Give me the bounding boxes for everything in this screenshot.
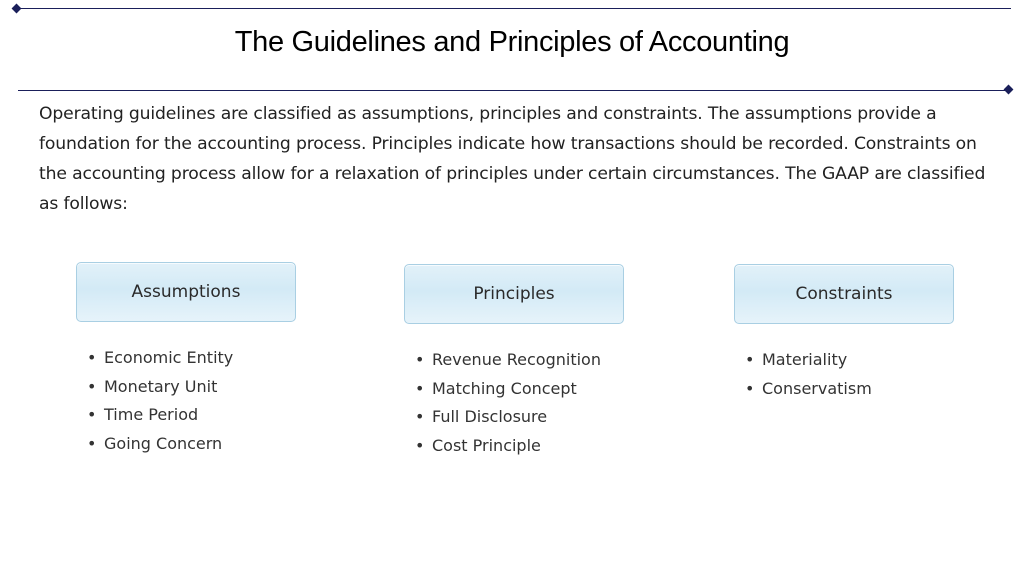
list-item-label: Going Concern — [104, 434, 223, 454]
principles-list — [404, 346, 626, 461]
list-item — [734, 346, 956, 375]
list-item-label: Materiality — [762, 350, 848, 369]
assumptions-column — [76, 262, 298, 459]
top-diamond-ornament — [12, 4, 22, 14]
principles-column — [404, 264, 626, 461]
bullet-icon: • — [87, 348, 97, 367]
list-item-label: Matching Concept — [432, 378, 577, 398]
list-item — [76, 401, 298, 430]
bullet-icon: • — [87, 376, 97, 396]
bullet-icon: • — [87, 434, 97, 454]
list-item — [404, 375, 626, 404]
constraints-box: Constraints — [734, 264, 954, 324]
bullet-icon: • — [415, 407, 425, 427]
list-item — [404, 432, 626, 461]
list-item-label: Cost Principle — [432, 436, 541, 456]
list-item-label: Full Disclosure — [432, 407, 548, 427]
assumptions-list — [76, 344, 298, 459]
constraints-column — [734, 264, 956, 403]
list-item-label: Monetary Unit — [104, 376, 218, 396]
bullet-icon: • — [87, 405, 97, 425]
principles-box: Principles — [404, 264, 624, 324]
bullet-icon: • — [415, 436, 425, 456]
list-item — [734, 375, 956, 404]
constraints-list — [734, 346, 956, 403]
list-item — [404, 346, 626, 375]
title-underline-rule — [18, 90, 1009, 91]
list-item-label: Revenue Recognition — [432, 350, 601, 369]
slide-title: The Guidelines and Principles of Accounting — [234, 26, 790, 58]
bullet-icon: • — [415, 378, 425, 398]
list-item — [76, 430, 298, 459]
list-item — [76, 373, 298, 402]
list-item — [76, 344, 298, 373]
list-item-label: Conservatism — [762, 378, 872, 398]
list-item-label: Economic Entity — [104, 348, 234, 367]
bottom-diamond-ornament — [1004, 85, 1014, 95]
bullet-icon: • — [745, 350, 755, 369]
bullet-icon: • — [745, 378, 755, 398]
top-rule — [16, 8, 1011, 9]
assumptions-box: Assumptions — [76, 262, 296, 322]
list-item — [404, 403, 626, 432]
intro-paragraph: Operating guidelines are classified as assumptions, principles and constraints. The assumptions provide a foundation for the accounting process. Principles indicate how transactions should be recorded. Constraints on the accounting process allow for a relaxation of principles under certain circumstances. The GAAP are classified as follows: — [39, 104, 986, 214]
bullet-icon: • — [415, 350, 425, 369]
list-item-label: Time Period — [104, 405, 199, 425]
